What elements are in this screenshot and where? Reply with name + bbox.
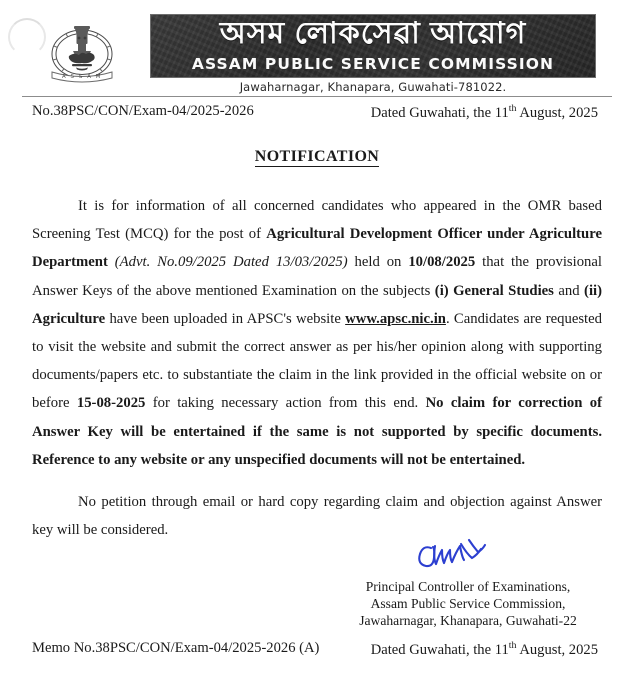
reference-date-suffix: August, 2025	[519, 104, 598, 121]
apsc-emblem-icon	[36, 14, 128, 88]
p1-text-4: that the provisional Answer Keys of the above mentioned Examination on the subjects	[32, 254, 602, 299]
p2-text: No petition through email or hard copy regarding claim and objection against Answer key will be considered.	[32, 494, 602, 539]
paragraph-1	[32, 192, 602, 474]
banner-assamese-title: অসম লোকসেৱা আয়োগ	[219, 17, 527, 50]
document-body	[32, 192, 602, 558]
memo-line	[32, 640, 602, 659]
signatory-details	[330, 578, 606, 629]
reference-date-prefix: Dated Guwahati, the 11	[370, 104, 509, 121]
reference-number: No.38PSC/CON/Exam-04/2025-2026	[32, 103, 254, 119]
svg-text:A S S A M: A S S A M	[61, 74, 103, 80]
p1-subject-two: (ii) Agriculture	[32, 282, 602, 327]
p1-text-5: and	[553, 282, 585, 299]
signatory-designation: Principal Controller of Examinations,	[365, 579, 571, 594]
p1-text-8: for taking necessary action from this end.	[145, 395, 426, 412]
reference-date	[371, 103, 598, 122]
apsc-title-banner	[150, 14, 596, 78]
page-title	[0, 148, 634, 166]
page-title-text: NOTIFICATION	[254, 148, 380, 165]
handwritten-signature	[330, 534, 606, 578]
signatory-organisation: Assam Public Service Commission,	[370, 596, 566, 611]
p1-deadline-date: 15-08-2025	[76, 395, 146, 412]
memo-date-prefix: Dated Guwahati, the 11	[370, 641, 509, 658]
memo-date-ordinal: th	[508, 640, 517, 651]
apsc-website-link[interactable]: www.apsc.nic.in	[345, 310, 446, 327]
reference-date-ordinal: th	[508, 103, 517, 114]
p1-text-1: It is for information of all concerned candidates who appeared in the OMR based Screening Test (MCQ) for the post of	[32, 198, 602, 243]
memo-number: Memo No.38PSC/CON/Exam-04/2025-2026 (A)	[32, 640, 320, 656]
p1-exam-date: 10/08/2025	[408, 254, 476, 271]
reference-line	[32, 103, 602, 122]
p1-advertisement-ref: (Advt. No.09/2025 Dated 13/03/2025)	[114, 254, 348, 271]
header-address: Jawaharnagar, Khanapara, Guwahati-781022.	[239, 80, 507, 94]
p1-text-2	[108, 254, 115, 270]
signature-block	[330, 534, 606, 629]
banner-english-title: ASSAM PUBLIC SERVICE COMMISSION	[191, 55, 555, 73]
p1-subject-one: (i) General Studies	[434, 282, 554, 299]
signatory-address: Jawaharnagar, Khanapara, Guwahati-22	[359, 613, 577, 628]
p1-text-3: held on	[347, 254, 409, 271]
p1-post-name: Agricultural Development Officer under Agriculture Department	[32, 226, 602, 271]
p1-claim-warning: No claim for correction of Answer Key will be entertained if the same is not supported by specific documents. Reference to any website or any unspecified documents will not be entertained.	[32, 395, 602, 468]
memo-date-suffix: August, 2025	[519, 641, 598, 658]
memo-date	[371, 640, 598, 659]
document-header	[0, 0, 634, 92]
p1-text-6: have been uploaded in APSC's website	[105, 310, 346, 327]
header-divider	[22, 96, 612, 97]
p1-text-7: . Candidates are requested to visit the website and submit the correct answer as per his/her opinion along with supporting documents/papers etc. to substantiate the claim in the link provided in the official website on or before	[32, 310, 603, 412]
